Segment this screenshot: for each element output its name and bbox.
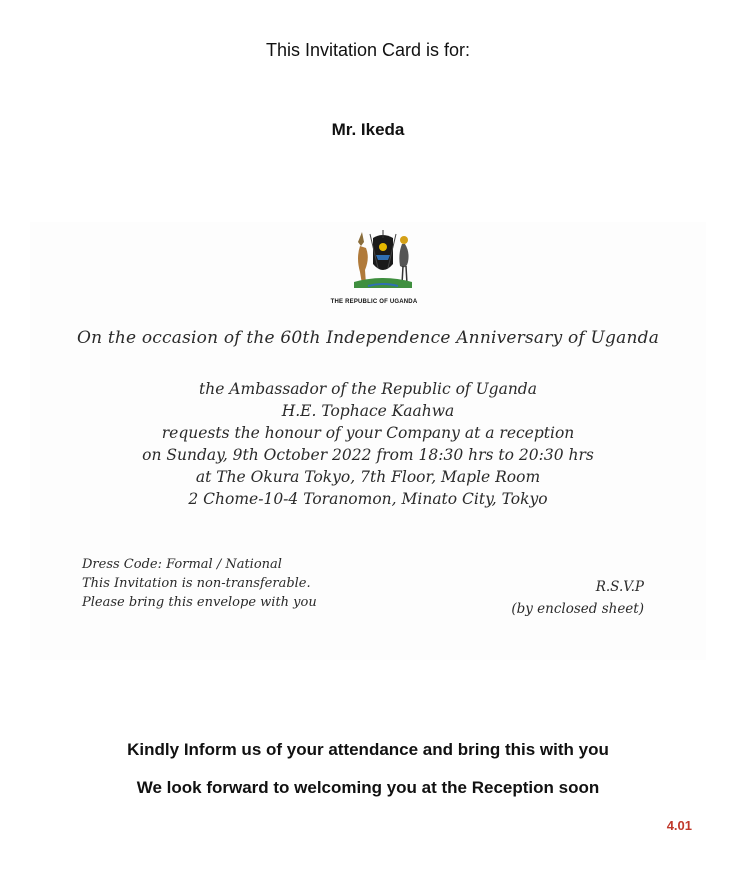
date-time-line: on Sunday, 9th October 2022 from 18:30 hrs to 20:30 hrs	[142, 446, 594, 464]
occasion-line: On the occasion of the 60th Independence Anniversary of Uganda	[76, 328, 660, 348]
invitation-card	[30, 222, 706, 660]
emblem-caption: THE REPUBLIC OF UGANDA	[330, 299, 418, 305]
reference-code: 4.01	[666, 818, 692, 833]
non-transferable-note: This Invitation is non-transferable.	[82, 576, 311, 591]
dress-code: Dress Code: Formal / National	[82, 557, 282, 572]
uganda-coat-of-arms-icon	[348, 228, 418, 292]
request-line: requests the honour of your Company at a reception	[161, 424, 575, 442]
envelope-note: Please bring this envelope with you	[82, 595, 317, 610]
address-line: 2 Chome-10-4 Toranomon, Minato City, Tokyo	[188, 490, 548, 508]
ambassador-name: H.E. Tophace Kaahwa	[281, 402, 455, 420]
rsvp-block	[511, 576, 644, 620]
invitation-intro: This Invitation Card is for:	[265, 40, 471, 60]
welcome-message: We look forward to welcoming you at the Reception soon	[136, 778, 600, 797]
host-line: the Ambassador of the Republic of Uganda	[199, 380, 537, 398]
attendance-instruction: Kindly Inform us of your attendance and bring this with you	[127, 740, 609, 759]
rsvp-note: (by enclosed sheet)	[511, 601, 644, 617]
recipient-name: Mr. Ikeda	[331, 120, 405, 139]
rsvp-label: R.S.V.P	[595, 579, 644, 595]
card-notes	[82, 555, 317, 612]
venue-line: at The Okura Tokyo, 7th Floor, Maple Room	[195, 468, 541, 486]
invitation-body	[30, 378, 706, 510]
